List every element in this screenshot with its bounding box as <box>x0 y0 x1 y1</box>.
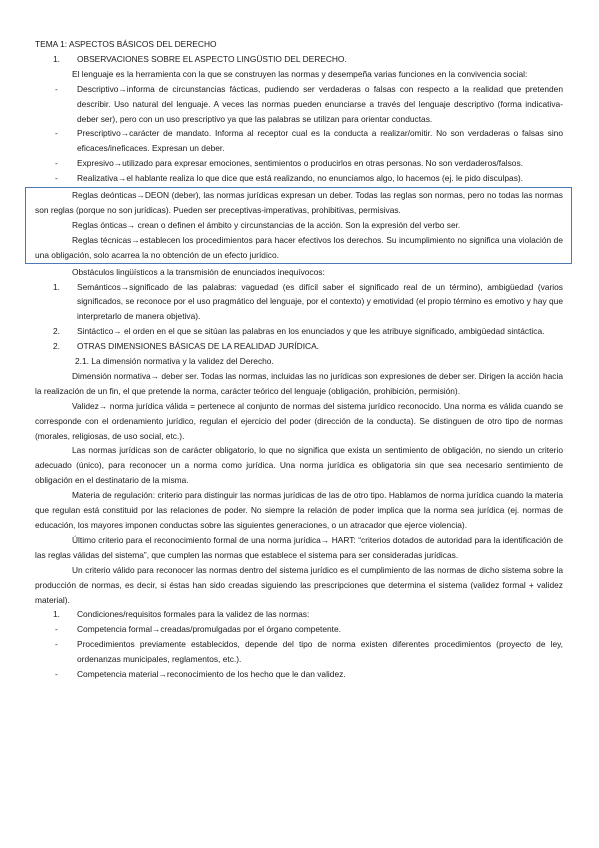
intro-paragraph: El lenguaje es la herramienta con la que se construyen las normas y desempeña varias funciones en la convivencia social: <box>72 68 528 79</box>
body-paragraph: Dimensión normativa→ deber ser. Todas las normas, incluidas las no jurídicas son expresiones de deber ser. Dirigen la acción hacia la realización de un fin, el que pretende la norma, carácter teórico del lenguaje (obligación, prohibición, permisión). <box>35 370 563 396</box>
document-body <box>35 37 563 682</box>
bullet-marker: - <box>55 83 58 94</box>
list-item-text: Competencia material→reconocimiento de los hecho que le dan validez. <box>77 669 346 680</box>
conditions-heading-text: Condiciones/requisitos formales para la validez de las normas: <box>77 609 310 620</box>
subsection-heading: 2.1. La dimensión normativa y la validez del Derecho. <box>75 356 274 367</box>
list-item <box>35 171 563 186</box>
list-item <box>35 622 563 637</box>
list-item <box>35 280 563 325</box>
box-paragraph: Reglas técnicas→establecen los procedimientos para hacer efectivos los derechos. Su incumplimiento no significa una violación de una obligación, solo acarrea la no obtención de un efecto jurídico. <box>35 234 563 260</box>
list-marker: 1. <box>53 53 60 64</box>
language-functions-list <box>35 82 563 186</box>
obstacles-intro: Obstáculos lingüísticos a la transmisión de enunciados inequívocos: <box>72 266 325 277</box>
list-item <box>35 126 563 156</box>
list-item <box>35 82 563 127</box>
list-item-text: Expresivo→utilizado para expresar emociones, sentimientos o producirlos en otras personas. No son verdaderos/falsos. <box>77 158 523 169</box>
body-paragraph: Validez→ norma jurídica válida = pertenece al conjunto de normas del sistema jurídico reconocido. Una norma es válida cuando se corresponde con el ordenamiento jurídico, regulan el ejercicio del poder (dirección de la conducta). Se distinguen de otro tipo de normas (morales, religiosas, de uso social, etc.). <box>35 400 563 441</box>
list-item <box>35 637 563 667</box>
bullet-marker: - <box>55 639 58 650</box>
conditions-list <box>35 622 563 682</box>
list-marker: 2. <box>53 341 60 352</box>
section-heading-text: OBSERVACIONES SOBRE EL ASPECTO LINGÜSTIO DEL DERECHO. <box>77 53 347 64</box>
bullet-marker: - <box>55 158 58 169</box>
section-heading-text: OTRAS DIMENSIONES BÁSICAS DE LA REALIDAD JURÍDICA. <box>77 341 319 352</box>
box-paragraph: Reglas deónticas→DEON (deber), las normas jurídicas expresan un deber. Todas las reglas son normas, pero no todas las normas son reglas (porque no son jurídicas). Pueden ser preceptivas-imperativas, prohibitivas, permisivas. <box>35 190 563 215</box>
list-item-text: Descriptivo→informa de circunstancias fácticas, pudiendo ser verdaderas o falsas con respecto a la realidad que pretenden describir. Uso natural del lenguaje. A veces las normas pueden enunciarse a través del lenguaje descriptivo (forma indicativa-deber ser), pero con un uso prescriptivo ya que las palabras se utilizan para orientar conductas. <box>77 83 563 124</box>
list-marker: 2. <box>53 326 60 337</box>
body-paragraph: Último criterio para el reconocimiento formal de una norma jurídica→ HART: “criterios dotados de autoridad para la identificación de las reglas válidas del sistema”, que cumplen las normas que establece el sistema para ser consideradas jurídicas. <box>35 534 563 560</box>
list-item <box>35 156 563 171</box>
list-marker: 1. <box>53 281 60 292</box>
list-item-text: Semánticos→significado de las palabras: vaguedad (es difícil saber el significado real de un término), ambigüedad (varios significados, se reconoce por el uso pragmático del lenguaje, por el contexto) y emotividad (el propio término es emotivo y hay que interpretarlo de manera objetiva). <box>77 281 563 322</box>
body-paragraph: Un criterio válido para reconocer las normas dentro del sistema jurídico es el cumplimiento de las normas de dicho sistema sobre la producción de normas, es decir, si éstas han sido creadas siguiendo las prescripciones que determina el sistema (validez formal + validez material). <box>35 564 563 605</box>
box-paragraph: Reglas ónticas→ crean o definen el ámbito y circunstancias de la acción. Son la expresión del verbo ser. <box>72 219 461 230</box>
conditions-heading <box>35 607 563 622</box>
list-item-text: Prescriptivo→carácter de mandato. Informa al receptor cual es la conducta a realizar/omitir. No son verdaderas o falsas sino eficaces/ineficaces. Expresan un deber. <box>77 128 563 154</box>
section-1-heading <box>35 52 563 67</box>
list-item-text: Sintáctico→ el orden en el que se sitúan las palabras en los enunciados y que les atribuye significado, ambigüedad sintáctica. <box>77 326 545 337</box>
list-marker: 1. <box>53 609 60 620</box>
list-item-text: Realizativa→el hablante realiza lo que dice que está realizando, no enunciamos algo, lo hacemos (ej. le pido disculpas). <box>77 173 524 184</box>
obstacles-list <box>35 280 563 340</box>
list-item <box>35 324 563 339</box>
document-title: TEMA 1: ASPECTOS BÁSICOS DEL DERECHO <box>35 39 217 49</box>
highlighted-box <box>25 187 572 264</box>
list-item-text: Procedimientos previamente establecidos, depende del tipo de norma existen diferentes procedimientos (proyecto de ley, ordenanzas municipales, reglamentos, etc.). <box>77 639 563 665</box>
section-2-heading <box>35 339 563 354</box>
bullet-marker: - <box>55 173 58 184</box>
bullet-marker: - <box>55 128 58 139</box>
list-item <box>35 667 563 682</box>
bullet-marker: - <box>55 669 58 680</box>
list-item-text: Competencia formal→creadas/promulgadas por el órgano competente. <box>77 624 341 635</box>
body-paragraph: Materia de regulación: criterio para distinguir las normas jurídicas de las de otro tipo. Hablamos de norma jurídica cuando la materia que regulan está constituid por las relaciones de poder. No siempre la relación de poder implica que la norma sea jurídica (ej. normas de educación, los mayores imponen conductas sobre las siguientes generaciones, o un atracador que ejerce violencia). <box>35 490 563 530</box>
bullet-marker: - <box>55 624 58 635</box>
body-paragraph: Las normas jurídicas son de carácter obligatorio, lo que no significa que exista un sentimiento de obligación, no siendo un criterio adecuado (único), para reconocer un a norma como jurídica. Una norma jurídica es obligatoria sin que sea necesario sentimiento de obligación en el destinatario de la misma. <box>35 445 563 486</box>
